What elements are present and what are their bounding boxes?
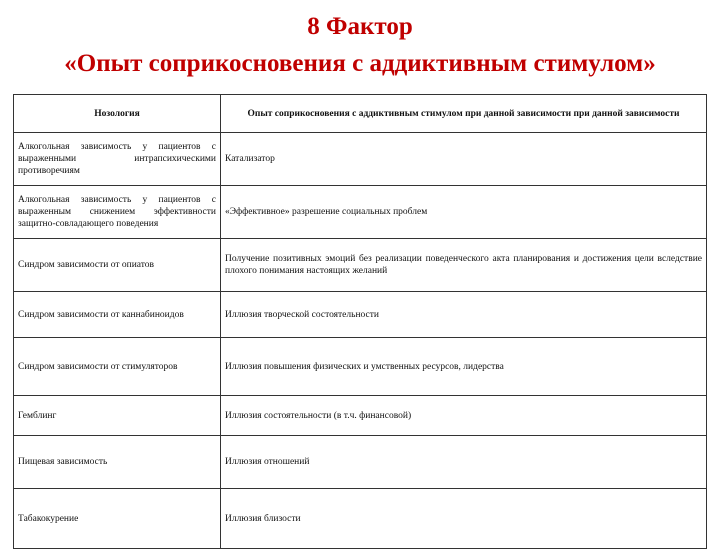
header-experience: Опыт соприкосновения с аддиктивным стимулом при данной зависимости при данной зависимости: [221, 95, 707, 133]
table-header-row: [14, 95, 707, 133]
table-row: [14, 292, 707, 338]
nosology-cell: Алкогольная зависимость у пациентов с выраженными интрапсихическими противоречиям: [14, 133, 221, 186]
experience-cell: Иллюзия близости: [221, 489, 707, 549]
experience-cell: Иллюзия повышения физических и умственных ресурсов, лидерства: [221, 338, 707, 396]
nosology-cell: Синдром зависимости от каннабиноидов: [14, 292, 221, 338]
experience-cell: Иллюзия творческой состоятельности: [221, 292, 707, 338]
nosology-cell: Пищевая зависимость: [14, 436, 221, 489]
experience-cell: Получение позитивных эмоций без реализации поведенческого акта планирования и достижения цели вследствие плохого понимания настоящих желаний: [221, 239, 707, 292]
nosology-cell: Синдром зависимости от опиатов: [14, 239, 221, 292]
table-row: [14, 436, 707, 489]
experience-cell: Иллюзия состоятельности (в т.ч. финансовой): [221, 396, 707, 436]
experience-cell: Иллюзия отношений: [221, 436, 707, 489]
header-nosology: Нозология: [14, 95, 221, 133]
table-row: [14, 239, 707, 292]
slide-subtitle: «Опыт соприкосновения с аддиктивным стимулом»: [64, 50, 656, 77]
nosology-cell: Синдром зависимости от стимуляторов: [14, 338, 221, 396]
factor-table: [13, 94, 707, 549]
nosology-cell: Табакокурение: [14, 489, 221, 549]
experience-cell: Катализатор: [221, 133, 707, 186]
table-row: [14, 186, 707, 239]
table-row: [14, 396, 707, 436]
table-row: [14, 338, 707, 396]
table-row: [14, 133, 707, 186]
nosology-cell: Гемблинг: [14, 396, 221, 436]
experience-cell: «Эффективное» разрешение социальных проблем: [221, 186, 707, 239]
nosology-cell: Алкогольная зависимость у пациентов с выраженным снижением эффективности защитно-совладающего поведения: [14, 186, 221, 239]
slide-title: 8 Фактор: [307, 13, 413, 40]
